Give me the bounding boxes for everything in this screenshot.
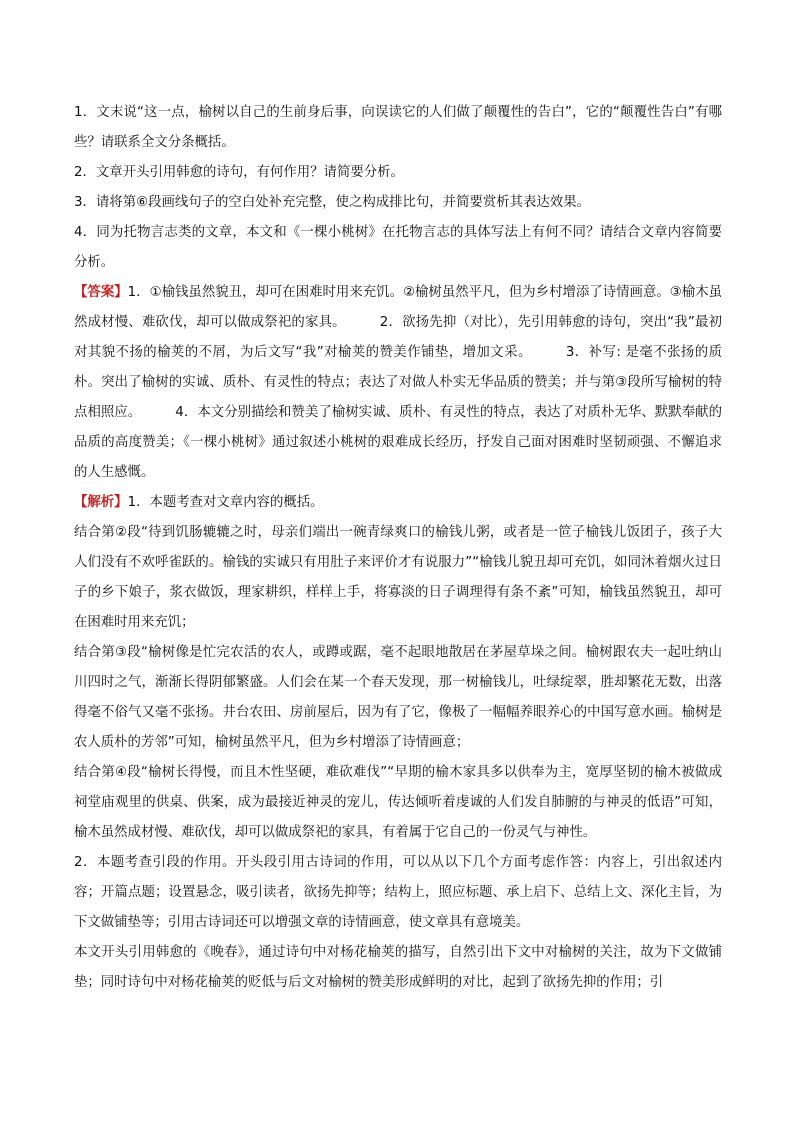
analysis-paragraph-3: 结合第④段“榆树长得慢，而且木性坚硬，难砍难伐”“早期的榆木家具多以供奉为主，宽厚坚韧的榆木被做成祠堂庙观里的供桌、供案，成为最接近神灵的宠儿，传达倾听着虔诚的人们发自肺腑的与神灵的低语”可知，榆木虽然成材慢、难砍伐，却可以做成祭祀的家具，有着属于它自己的一份灵气与神性。 <box>74 765 722 840</box>
analysis-paragraph-5: 本文开头引用韩愈的《晚春》，通过诗句中对杨花榆荚的描写，自然引出下文中对榆树的关注，故为下文做铺垫；同时诗句中对杨花榆荚的贬低与后文对榆树的赞美形成鲜明的对比，起到了欲扬先抑的作用；引 <box>74 945 722 990</box>
analysis-paragraph-4: 2．本题考查引段的作用。开头段引用古诗词的作用，可以从以下几个方面考虑作答：内容上，引出叙述内容；开篇点题；设置悬念，吸引读者，欲扬先抑等；结构上，照应标题、承上启下、总结上文、深化主旨，为下文做铺垫等；引用古诗词还可以增强文章的诗情画意，使文章具有意境美。 <box>74 855 722 930</box>
answer-1: 1．①榆钱虽然貌丑，却可在困难时用来充饥。②榆树虽然平凡，但为乡村增添了诗情画意。③榆木虽然成材慢、难砍伐，却可以做成祭祀的家具。 <box>74 285 723 330</box>
question-4: 4．同为托物言志类的文章，本文和《一棵小桃树》在托物言志的具体写法上有何不同？请结合文章内容简要分析。 <box>74 225 722 270</box>
answer-block <box>74 278 722 488</box>
analysis-paragraph-1: 结合第②段“待到饥肠辘辘之时，母亲们端出一碗青绿爽口的榆钱儿粥，或者是一笸子榆钱儿饭团子，孩子大人们没有不欢呼雀跃的。榆钱的实诚只有用肚子来评价才有说服力”“榆钱儿貌丑却可充饥，如同沐着烟火过日子的乡下娘子，浆衣做饭，理家耕织，样样上手，将寡淡的日子调理得有条不紊”可知，榆钱虽然貌丑，却可在困难时用来充饥； <box>74 525 722 630</box>
analysis-label: 【解析】 <box>74 495 128 510</box>
answer-2: 2．欲扬先抑（对比），先引用韩愈的诗句，突出“我”最初对其貌不扬的榆荚的不屑，为后文写“我”对榆荚的赞美作铺垫，增加文采。 <box>74 315 722 360</box>
analysis-heading <box>74 488 722 518</box>
analysis-paragraph-2: 结合第③段“榆树像是忙完农活的农人，或蹲或踞，毫不起眼地散居在茅屋草垛之间。榆树跟农夫一起吐纳山川四时之气，渐渐长得阴郁繁盛。人们会在某一个春天发现，那一树榆钱儿，吐绿绽翠，胜却繁花无数，出落得毫不俗气又毫不张扬。井台农田、房前屋后，因为有了它，像极了一幅幅养眼养心的中国写意水画。榆树是农人质朴的芳邻”可知，榆树虽然平凡，但为乡村增添了诗情画意； <box>74 645 722 750</box>
answer-label: 【答案】 <box>74 285 128 300</box>
question-2: 2．文章开头引用韩愈的诗句，有何作用？请简要分析。 <box>74 165 404 180</box>
analysis-intro: 1．本题考查对文章内容的概括。 <box>127 495 324 510</box>
answer-4: 4．本文分别描绘和赞美了榆树实诚、质朴、有灵性的特点，表达了对质朴无华、默默奉献的品质的高度赞美；《一棵小桃树》通过叙述小桃树的艰难成长经历，抒发自己面对困难时坚韧顽强、不懈追求的人生感慨。 <box>74 405 722 480</box>
answer-3: 3．补写: 是毫不张扬的质朴。突出了榆树的实诚、质朴、有灵性的特点；表达了对做人朴实无华品质的赞美；并与第③段所写榆树的特点相照应。 <box>74 345 722 420</box>
document-page <box>74 98 722 998</box>
question-1: 1．文末说“这一点，榆树以自己的生前身后事，向误读它的人们做了颠覆性的告白”，它的“颠覆性告白”有哪些？请联系全文分条概括。 <box>74 105 722 150</box>
question-3: 3．请将第⑥段画线句子的空白处补充完整，使之构成排比句，并简要赏析其表达效果。 <box>74 195 590 210</box>
